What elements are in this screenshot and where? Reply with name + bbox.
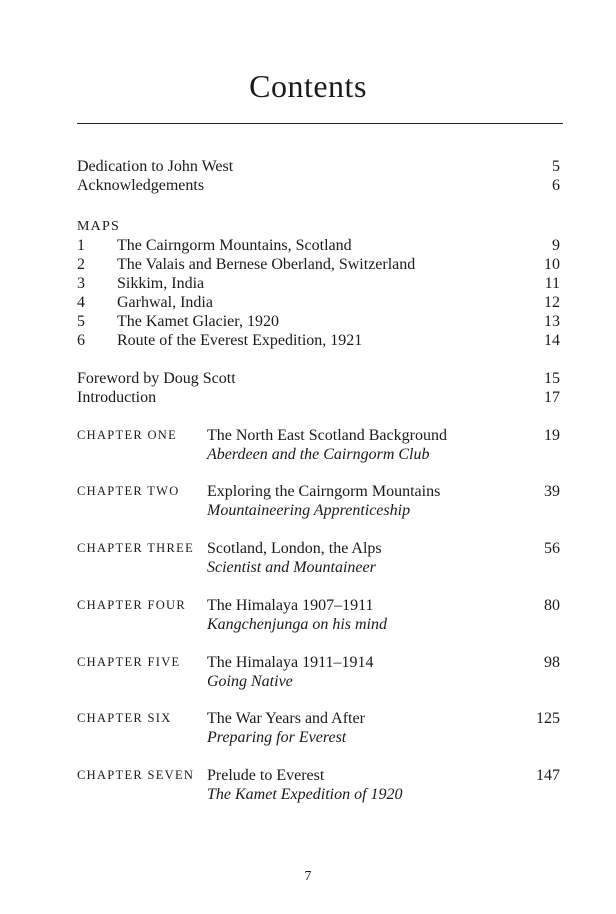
toc-entry-page: 15 bbox=[544, 370, 560, 387]
page-number: 7 bbox=[304, 869, 312, 884]
map-entry bbox=[77, 331, 560, 351]
map-entry bbox=[77, 255, 560, 275]
chapter-entry bbox=[77, 596, 560, 638]
chapter-label: CHAPTER SEVEN bbox=[77, 768, 195, 782]
toc-entry-label: Acknowledgements bbox=[77, 177, 205, 194]
chapter-subtitle: Preparing for Everest bbox=[207, 729, 347, 746]
toc-entry-label: Dedication to John West bbox=[77, 158, 234, 175]
toc-entry-foreword bbox=[77, 369, 560, 389]
map-entry bbox=[77, 274, 560, 294]
map-number: 2 bbox=[77, 256, 85, 273]
chapter-title: Exploring the Cairngorm Mountains bbox=[207, 483, 441, 500]
map-number: 6 bbox=[77, 332, 85, 349]
toc-entry-introduction bbox=[77, 388, 560, 408]
map-number: 4 bbox=[77, 294, 85, 311]
map-entry bbox=[77, 293, 560, 313]
chapter-subtitle: Aberdeen and the Cairngorm Club bbox=[207, 446, 430, 463]
chapter-entry bbox=[77, 766, 560, 808]
toc-entry-label: Foreword by Doug Scott bbox=[77, 370, 236, 387]
map-label: Sikkim, India bbox=[117, 275, 205, 292]
map-page: 12 bbox=[544, 294, 560, 311]
map-entry bbox=[77, 312, 560, 332]
chapter-entry bbox=[77, 426, 560, 468]
map-page: 9 bbox=[552, 237, 560, 254]
chapter-page: 125 bbox=[536, 710, 560, 727]
title-rule bbox=[77, 123, 563, 124]
chapter-title: The War Years and After bbox=[207, 710, 365, 727]
chapter-subtitle: Going Native bbox=[207, 673, 293, 690]
map-number: 3 bbox=[77, 275, 85, 292]
chapter-title: The Himalaya 1911–1914 bbox=[207, 654, 374, 671]
map-label: Garhwal, India bbox=[117, 294, 213, 311]
map-number: 5 bbox=[77, 313, 85, 330]
chapter-label: CHAPTER TWO bbox=[77, 484, 180, 498]
toc-entry-label: Introduction bbox=[77, 389, 157, 406]
chapter-subtitle: The Kamet Expedition of 1920 bbox=[207, 786, 403, 803]
map-number: 1 bbox=[77, 237, 85, 254]
map-label: The Cairngorm Mountains, Scotland bbox=[117, 237, 352, 254]
chapter-title: Scotland, London, the Alps bbox=[207, 540, 382, 557]
chapter-page: 39 bbox=[544, 483, 560, 500]
toc-entry-dedication bbox=[77, 157, 560, 177]
chapter-entry bbox=[77, 539, 560, 581]
map-label: Route of the Everest Expedition, 1921 bbox=[117, 332, 363, 349]
chapter-label: CHAPTER SIX bbox=[77, 711, 172, 725]
chapter-page: 80 bbox=[544, 597, 560, 614]
chapter-label: CHAPTER FIVE bbox=[77, 655, 181, 669]
toc-entry-page: 5 bbox=[552, 158, 560, 175]
chapter-label: CHAPTER FOUR bbox=[77, 598, 187, 612]
map-page: 13 bbox=[544, 313, 560, 330]
chapter-page: 19 bbox=[544, 427, 560, 444]
chapter-subtitle: Scientist and Mountaineer bbox=[207, 559, 376, 576]
map-page: 11 bbox=[544, 275, 560, 292]
chapter-subtitle: Mountaineering Apprenticeship bbox=[207, 502, 411, 519]
chapter-page: 98 bbox=[544, 654, 560, 671]
toc-entry-page: 6 bbox=[552, 177, 560, 194]
chapter-entry bbox=[77, 482, 560, 524]
chapter-label: CHAPTER THREE bbox=[77, 541, 195, 555]
map-label: The Valais and Bernese Oberland, Switzerland bbox=[117, 256, 416, 273]
map-page: 14 bbox=[544, 332, 560, 349]
chapter-label: CHAPTER ONE bbox=[77, 428, 178, 442]
toc-entry-acknowledgements bbox=[77, 176, 560, 196]
page-title: Contents bbox=[249, 68, 367, 104]
chapter-title: The Himalaya 1907–1911 bbox=[207, 597, 374, 614]
map-label: The Kamet Glacier, 1920 bbox=[117, 313, 279, 330]
toc-entry-page: 17 bbox=[544, 389, 560, 406]
chapter-title: The North East Scotland Background bbox=[207, 427, 447, 444]
map-page: 10 bbox=[544, 256, 560, 273]
chapter-entry bbox=[77, 709, 560, 751]
chapter-title: Prelude to Everest bbox=[207, 767, 325, 784]
chapter-entry bbox=[77, 653, 560, 695]
map-entry bbox=[77, 236, 560, 256]
chapter-subtitle: Kangchenjunga on his mind bbox=[207, 616, 387, 633]
maps-heading: MAPS bbox=[77, 219, 120, 234]
chapter-page: 147 bbox=[536, 767, 560, 784]
chapter-page: 56 bbox=[544, 540, 560, 557]
